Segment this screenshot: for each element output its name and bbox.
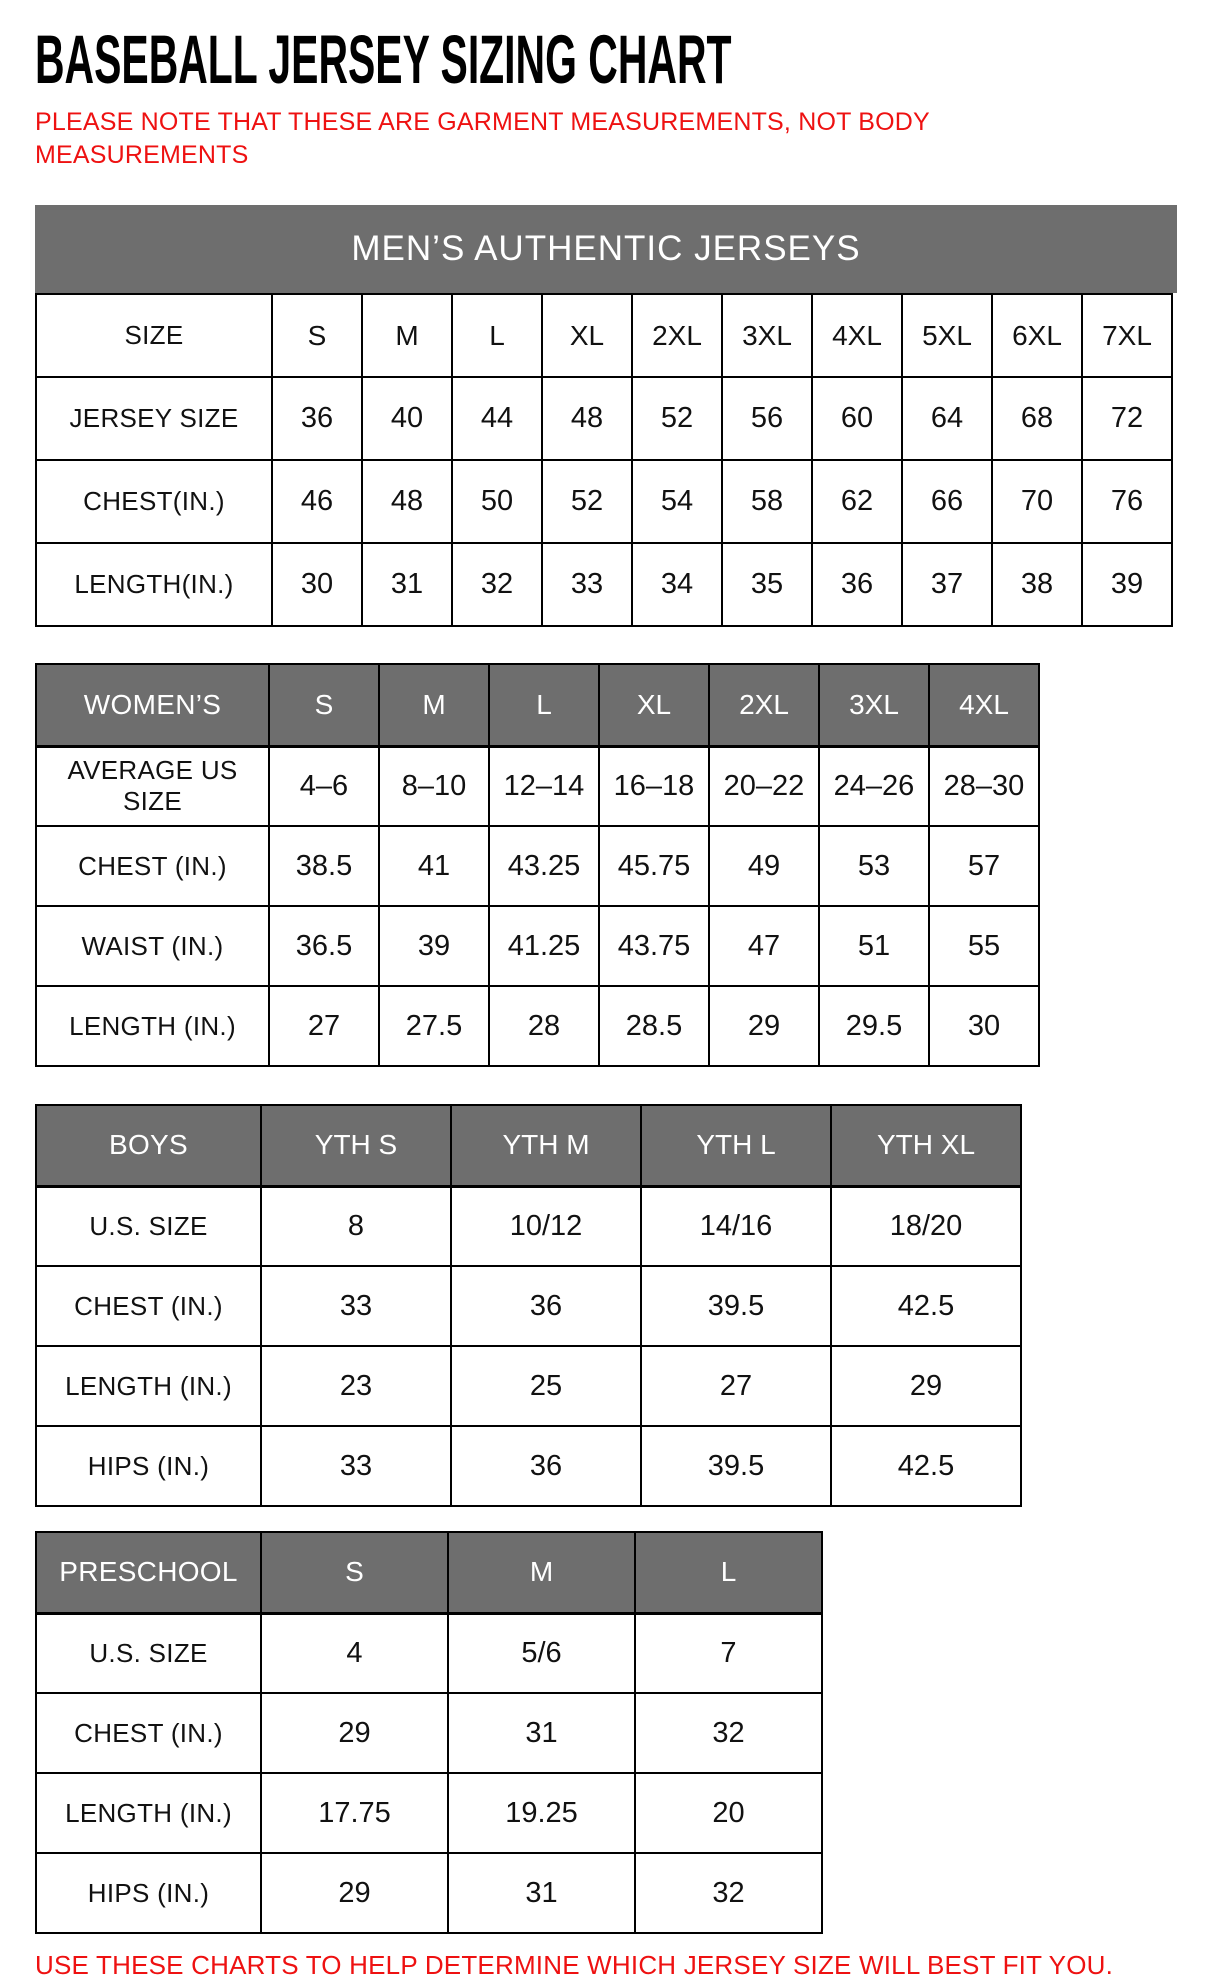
boys-value-cell: 33 <box>261 1266 451 1346</box>
preschool-value-cell: 31 <box>448 1693 635 1773</box>
preschool-table-row <box>36 1773 822 1853</box>
boys-row-label: CHEST (IN.) <box>36 1266 261 1346</box>
mens-value-cell: 34 <box>632 543 722 626</box>
womens-value-cell: 36.5 <box>269 906 379 986</box>
mens-size-header-cell: 2XL <box>632 294 722 377</box>
mens-value-cell: 36 <box>272 377 362 460</box>
womens-value-cell: 41 <box>379 826 489 906</box>
womens-size-header-cell: 3XL <box>819 664 929 746</box>
womens-table <box>35 663 1040 1067</box>
mens-header-label: SIZE <box>36 294 272 377</box>
preschool-table <box>35 1531 823 1934</box>
womens-value-cell: 29 <box>709 986 819 1066</box>
preschool-table-row <box>36 1613 822 1693</box>
womens-value-cell: 12–14 <box>489 746 599 826</box>
boys-value-cell: 36 <box>451 1426 641 1506</box>
mens-size-header-cell: L <box>452 294 542 377</box>
womens-value-cell: 55 <box>929 906 1039 986</box>
boys-row-label: LENGTH (IN.) <box>36 1346 261 1426</box>
mens-value-cell: 33 <box>542 543 632 626</box>
preschool-value-cell: 31 <box>448 1853 635 1933</box>
boys-size-header-cell: YTH M <box>451 1105 641 1186</box>
womens-value-cell: 38.5 <box>269 826 379 906</box>
mens-table-row <box>36 377 1172 460</box>
mens-size-header-cell: 4XL <box>812 294 902 377</box>
mens-row-label: LENGTH(IN.) <box>36 543 272 626</box>
preschool-value-cell: 17.75 <box>261 1773 448 1853</box>
mens-value-cell: 56 <box>722 377 812 460</box>
preschool-value-cell: 19.25 <box>448 1773 635 1853</box>
mens-value-cell: 36 <box>812 543 902 626</box>
preschool-row-label: U.S. SIZE <box>36 1613 261 1693</box>
preschool-header-row <box>36 1532 822 1613</box>
preschool-table-row <box>36 1853 822 1933</box>
boys-section <box>35 1104 1220 1507</box>
preschool-row-label: HIPS (IN.) <box>36 1853 261 1933</box>
womens-row-label: AVERAGE US SIZE <box>36 746 269 826</box>
womens-value-cell: 20–22 <box>709 746 819 826</box>
preschool-value-cell: 20 <box>635 1773 822 1853</box>
womens-value-cell: 53 <box>819 826 929 906</box>
mens-value-cell: 62 <box>812 460 902 543</box>
womens-value-cell: 39 <box>379 906 489 986</box>
mens-size-header-cell: 5XL <box>902 294 992 377</box>
womens-value-cell: 28 <box>489 986 599 1066</box>
preschool-size-header-cell: M <box>448 1532 635 1613</box>
preschool-value-cell: 29 <box>261 1853 448 1933</box>
mens-table <box>35 293 1173 627</box>
womens-table-row <box>36 746 1039 826</box>
boys-value-cell: 33 <box>261 1426 451 1506</box>
boys-row-label: U.S. SIZE <box>36 1186 261 1266</box>
mens-value-cell: 52 <box>542 460 632 543</box>
boys-size-header-cell: YTH S <box>261 1105 451 1186</box>
mens-table-row <box>36 543 1172 626</box>
womens-value-cell: 16–18 <box>599 746 709 826</box>
mens-value-cell: 76 <box>1082 460 1172 543</box>
boys-header-label: BOYS <box>36 1105 261 1186</box>
preschool-section <box>35 1531 1220 1934</box>
mens-value-cell: 44 <box>452 377 542 460</box>
boys-value-cell: 29 <box>831 1346 1021 1426</box>
garment-measurements-note: PLEASE NOTE THAT THESE ARE GARMENT MEASUREMENTS, NOT BODY MEASUREMENTS <box>35 108 930 169</box>
boys-header-row <box>36 1105 1021 1186</box>
boys-value-cell: 39.5 <box>641 1426 831 1506</box>
mens-value-cell: 54 <box>632 460 722 543</box>
boys-value-cell: 27 <box>641 1346 831 1426</box>
preschool-value-cell: 4 <box>261 1613 448 1693</box>
mens-section <box>35 205 1220 627</box>
boys-table-row <box>36 1426 1021 1506</box>
mens-row-label: JERSEY SIZE <box>36 377 272 460</box>
womens-value-cell: 30 <box>929 986 1039 1066</box>
preschool-header-label: PRESCHOOL <box>36 1532 261 1613</box>
womens-value-cell: 28.5 <box>599 986 709 1066</box>
boys-value-cell: 25 <box>451 1346 641 1426</box>
mens-value-cell: 52 <box>632 377 722 460</box>
preschool-value-cell: 7 <box>635 1613 822 1693</box>
preschool-table-row <box>36 1693 822 1773</box>
boys-table-row <box>36 1266 1021 1346</box>
womens-value-cell: 43.25 <box>489 826 599 906</box>
boys-row-label: HIPS (IN.) <box>36 1426 261 1506</box>
womens-table-row <box>36 986 1039 1066</box>
footer-advice-text: USE THESE CHARTS TO HELP DETERMINE WHICH JERSEY SIZE WILL BEST FIT YOU. <box>35 1950 1114 1980</box>
womens-value-cell: 49 <box>709 826 819 906</box>
womens-value-cell: 27.5 <box>379 986 489 1066</box>
boys-value-cell: 42.5 <box>831 1266 1021 1346</box>
womens-header-label: WOMEN’S <box>36 664 269 746</box>
womens-row-label: LENGTH (IN.) <box>36 986 269 1066</box>
mens-value-cell: 32 <box>452 543 542 626</box>
womens-size-header-cell: 4XL <box>929 664 1039 746</box>
preschool-size-header-cell: S <box>261 1532 448 1613</box>
page-title: BASEBALL JERSEY SIZING CHART <box>35 20 732 98</box>
boys-value-cell: 8 <box>261 1186 451 1266</box>
womens-section <box>35 663 1220 1067</box>
boys-size-header-cell: YTH L <box>641 1105 831 1186</box>
mens-value-cell: 68 <box>992 377 1082 460</box>
mens-size-header-cell: 3XL <box>722 294 812 377</box>
preschool-row-label: CHEST (IN.) <box>36 1693 261 1773</box>
boys-size-header-cell: YTH XL <box>831 1105 1021 1186</box>
mens-value-cell: 60 <box>812 377 902 460</box>
mens-value-cell: 48 <box>542 377 632 460</box>
womens-value-cell: 41.25 <box>489 906 599 986</box>
womens-value-cell: 24–26 <box>819 746 929 826</box>
womens-value-cell: 29.5 <box>819 986 929 1066</box>
boys-table-row <box>36 1346 1021 1426</box>
mens-value-cell: 64 <box>902 377 992 460</box>
womens-row-label: CHEST (IN.) <box>36 826 269 906</box>
mens-value-cell: 72 <box>1082 377 1172 460</box>
boys-value-cell: 14/16 <box>641 1186 831 1266</box>
boys-table-row <box>36 1186 1021 1266</box>
mens-value-cell: 31 <box>362 543 452 626</box>
womens-value-cell: 51 <box>819 906 929 986</box>
mens-value-cell: 70 <box>992 460 1082 543</box>
mens-value-cell: 48 <box>362 460 452 543</box>
mens-value-cell: 66 <box>902 460 992 543</box>
mens-header-row <box>36 294 1172 377</box>
womens-value-cell: 47 <box>709 906 819 986</box>
womens-value-cell: 28–30 <box>929 746 1039 826</box>
boys-value-cell: 18/20 <box>831 1186 1021 1266</box>
preschool-value-cell: 29 <box>261 1693 448 1773</box>
mens-size-header-cell: S <box>272 294 362 377</box>
womens-table-row <box>36 906 1039 986</box>
womens-value-cell: 57 <box>929 826 1039 906</box>
boys-value-cell: 23 <box>261 1346 451 1426</box>
mens-value-cell: 38 <box>992 543 1082 626</box>
mens-value-cell: 30 <box>272 543 362 626</box>
womens-value-cell: 8–10 <box>379 746 489 826</box>
mens-row-label: CHEST(IN.) <box>36 460 272 543</box>
boys-table <box>35 1104 1022 1507</box>
mens-value-cell: 50 <box>452 460 542 543</box>
mens-value-cell: 46 <box>272 460 362 543</box>
womens-header-row <box>36 664 1039 746</box>
womens-row-label: WAIST (IN.) <box>36 906 269 986</box>
mens-value-cell: 40 <box>362 377 452 460</box>
womens-value-cell: 45.75 <box>599 826 709 906</box>
womens-value-cell: 43.75 <box>599 906 709 986</box>
womens-table-row <box>36 826 1039 906</box>
boys-value-cell: 36 <box>451 1266 641 1346</box>
mens-value-cell: 39 <box>1082 543 1172 626</box>
mens-banner: MEN’S AUTHENTIC JERSEYS <box>35 205 1177 293</box>
mens-value-cell: 37 <box>902 543 992 626</box>
preschool-value-cell: 32 <box>635 1693 822 1773</box>
boys-value-cell: 10/12 <box>451 1186 641 1266</box>
mens-size-header-cell: 6XL <box>992 294 1082 377</box>
mens-size-header-cell: 7XL <box>1082 294 1172 377</box>
womens-value-cell: 4–6 <box>269 746 379 826</box>
boys-value-cell: 39.5 <box>641 1266 831 1346</box>
womens-size-header-cell: 2XL <box>709 664 819 746</box>
mens-value-cell: 58 <box>722 460 812 543</box>
preschool-row-label: LENGTH (IN.) <box>36 1773 261 1853</box>
mens-size-header-cell: M <box>362 294 452 377</box>
womens-size-header-cell: XL <box>599 664 709 746</box>
womens-size-header-cell: L <box>489 664 599 746</box>
womens-value-cell: 27 <box>269 986 379 1066</box>
preschool-size-header-cell: L <box>635 1532 822 1613</box>
mens-size-header-cell: XL <box>542 294 632 377</box>
mens-value-cell: 35 <box>722 543 812 626</box>
preschool-value-cell: 32 <box>635 1853 822 1933</box>
preschool-value-cell: 5/6 <box>448 1613 635 1693</box>
womens-size-header-cell: M <box>379 664 489 746</box>
womens-size-header-cell: S <box>269 664 379 746</box>
mens-table-row <box>36 460 1172 543</box>
boys-value-cell: 42.5 <box>831 1426 1021 1506</box>
